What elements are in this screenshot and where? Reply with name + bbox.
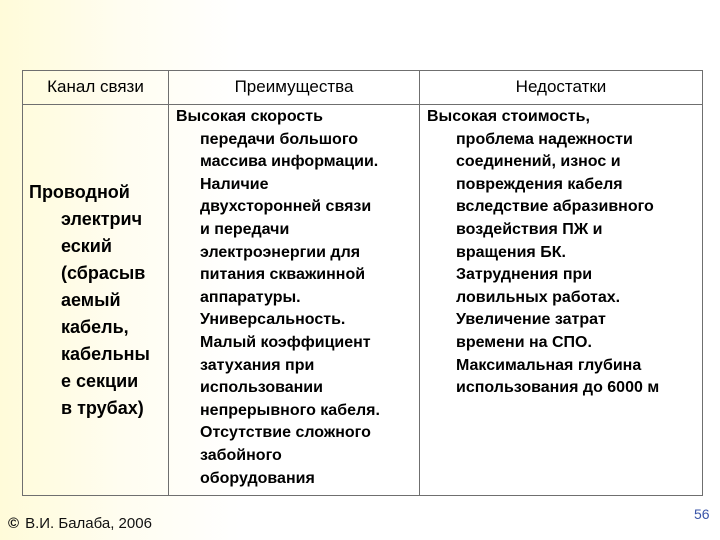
advantages-line: Высокая скорость xyxy=(176,108,323,125)
advantages-line: непрерывного кабеля. xyxy=(200,401,380,419)
disadvantages-line: воздействия ПЖ и xyxy=(456,220,603,238)
advantages-line: массива информации. xyxy=(200,153,379,171)
disadvantages-text xyxy=(420,105,702,400)
advantages-line: питания скважинной xyxy=(200,266,366,284)
advantages-line: аппаратуры. xyxy=(200,288,301,306)
table-header-row xyxy=(23,71,703,105)
disadvantages-line: Максимальная глубина xyxy=(456,356,642,374)
header-disadvantages: Недостатки xyxy=(420,71,703,105)
advantages-line: Наличие xyxy=(200,175,269,193)
disadvantages-line: повреждения кабеля xyxy=(456,175,623,193)
advantages-line: Универсальность. xyxy=(200,311,346,329)
footer-copyright xyxy=(8,515,152,532)
advantages-line: оборудования xyxy=(200,469,315,487)
channel-line: е секции xyxy=(61,370,139,391)
channel-line: в трубах) xyxy=(61,397,144,418)
disadvantages-line: вследствие абразивного xyxy=(456,198,654,216)
disadvantages-line: соединений, износ и xyxy=(456,153,621,171)
channel-line: еский xyxy=(61,235,112,256)
disadvantages-line: Высокая стоимость, xyxy=(427,108,590,125)
advantages-line: и передачи xyxy=(200,220,290,238)
page-number: 56 xyxy=(694,506,710,522)
cell-advantages xyxy=(169,105,420,496)
channel-text xyxy=(23,179,168,422)
disadvantages-line: времени на СПО. xyxy=(456,333,592,351)
channel-line: электрич xyxy=(61,208,143,229)
disadvantages-line: Увеличение затрат xyxy=(456,311,606,329)
channel-line: кабельны xyxy=(61,343,150,364)
header-advantages: Преимущества xyxy=(169,71,420,105)
advantages-line: Отсутствие сложного xyxy=(200,424,371,442)
copyright-icon: © xyxy=(8,515,20,532)
cell-disadvantages xyxy=(420,105,703,496)
disadvantages-line: проблема надежности xyxy=(456,130,633,148)
disadvantages-line: Затруднения при xyxy=(456,266,593,284)
advantages-line: затухания при xyxy=(200,356,315,374)
advantages-line: двухсторонней связи xyxy=(200,198,372,216)
header-channel: Канал связи xyxy=(23,71,169,105)
advantages-line: Малый коэффициент xyxy=(200,333,371,351)
table-row xyxy=(23,105,703,496)
footer-author: В.И. Балаба, 2006 xyxy=(25,515,152,532)
advantages-line: электроэнергии для xyxy=(200,243,361,261)
disadvantages-line: вращения БК. xyxy=(456,243,566,261)
cell-channel xyxy=(23,105,169,496)
channel-line: аемый xyxy=(61,289,121,310)
channel-line: кабель, xyxy=(61,316,129,337)
advantages-line: передачи большого xyxy=(200,130,359,148)
comparison-table xyxy=(22,70,703,496)
disadvantages-line: ловильных работах. xyxy=(456,288,621,306)
advantages-line: использовании xyxy=(200,379,323,397)
channel-line: (сбрасыв xyxy=(61,262,146,283)
channel-line: Проводной xyxy=(29,181,130,202)
advantages-line: забойного xyxy=(200,446,282,464)
advantages-text xyxy=(169,105,419,490)
disadvantages-line: использования до 6000 м xyxy=(456,379,660,397)
